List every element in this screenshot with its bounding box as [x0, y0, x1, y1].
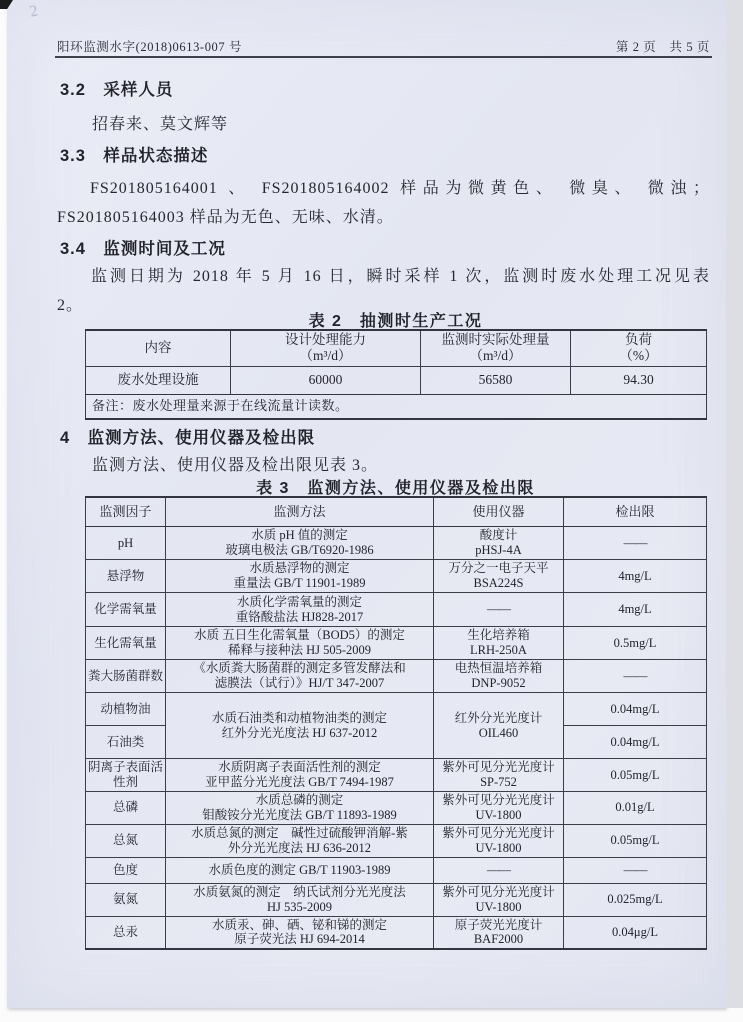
sample-state-line2: FS201805164003 样品为无色、无味、水清。 — [57, 209, 394, 226]
section-4-heading: 4 监测方法、使用仪器及检出限 — [60, 429, 316, 447]
table3-row-total-mercury: 总汞 水质汞、砷、硒、铋和锑的测定 原子荧光法 HJ 694-2014 原子荧光光度计 BAF2000 0.04μg/L — [86, 916, 707, 949]
section-3-3-heading: 3.3 样品状态描述 — [60, 147, 209, 165]
table3-row-chromaticity: 色度 水质色度的测定 GB/T 11903-1989 —— —— — [86, 857, 707, 883]
table3-row-ammonia-nitrogen: 氨氮 水质氨氮的测定 纳氏试剂分光光度法 HJ 535-2009 紫外可见分光光度计 UV-1800 0.025mg/L — [86, 883, 707, 916]
col-limit: 检出限 — [564, 497, 707, 527]
sampling-personnel: 招春来、莫文辉等 — [92, 116, 229, 133]
table2-caption: 表 2 抽测时生产工况 — [308, 313, 483, 330]
load-percent: 94.30 — [571, 366, 707, 394]
col-factor: 监测因子 — [86, 497, 166, 527]
table2-header-actual: 监测时实际处理量 （m³/d） — [421, 330, 571, 366]
table2-header-design: 设计处理能力 （m³/d） — [231, 330, 421, 366]
table2-header-row — [86, 330, 707, 366]
table3-row-fecal-coliform: 粪大肠菌群数 《水质粪大肠菌群的测定多管发酵法和 滤膜法（试行）》HJ/T 347-2007 电热恒温培养箱 DNP-9052 —— — [86, 660, 707, 693]
table3-header-row — [86, 497, 707, 527]
col-method: 监测方法 — [166, 497, 434, 527]
col-instrument: 使用仪器 — [434, 497, 564, 527]
table3-row-animal-vegetable-oil: 动植物油 水质石油类和动植物油类的测定 红外分光光度法 HJ 637-2012 红外分光光度计 OIL460 0.04mg/L — [86, 693, 707, 726]
pencil-page-mark: 2 — [28, 2, 40, 21]
table3-row-petroleum: 石油类 0.04mg/L — [86, 726, 707, 759]
header-rule — [55, 56, 712, 58]
section-3-4-heading: 3.4 监测时间及工况 — [60, 240, 226, 258]
sample-state-line1: FS201805164001 、 FS201805164002 样品为微黄色、 微臭、 微浊； — [90, 180, 710, 197]
table3-row-suspended-solids: 悬浮物 水质悬浮物的测定 重量法 GB/T 11901-1989 万分之一电子天平 BSA224S 4mg/L — [86, 560, 707, 593]
table3-caption: 表 3 监测方法、使用仪器及检出限 — [256, 480, 535, 497]
methods-instruments-table — [85, 496, 707, 950]
table2-note: 备注：废水处理量来源于在线流量计读数。 — [86, 394, 707, 419]
table3-row-ph: pH 水质 pH 值的测定 玻璃电极法 GB/T6920-1986 酸度计 pHSJ-4A —— — [86, 527, 707, 560]
production-condition-table — [85, 329, 707, 420]
table2-header-load: 负荷 （%） — [571, 330, 707, 366]
actual-throughput: 56580 — [421, 366, 571, 394]
section-3-2-heading: 3.2 采样人员 — [60, 81, 174, 99]
design-capacity: 60000 — [231, 366, 421, 394]
document-number: 阳环监测水字(2018)0613-007 号 — [57, 40, 243, 54]
table2-data-row — [86, 366, 707, 394]
table3-row-cod: 化学需氧量 水质化学需氧量的测定 重铬酸盐法 HJ828-2017 —— 4mg/L — [86, 593, 707, 627]
table3-row-total-nitrogen: 总氮 水质总氮的测定 碱性过硫酸钾消解-紫 外分光光度法 HJ 636-2012 紫外可见分光光度计 UV-1800 0.05mg/L — [86, 824, 707, 857]
table2-header-content: 内容 — [86, 330, 231, 366]
scan-edge — [726, 0, 743, 1008]
section-4-body: 监测方法、使用仪器及检出限见表 3。 — [92, 457, 379, 474]
monitoring-time-line1: 监测日期为 2018 年 5 月 16 日，瞬时采样 1 次，监测时废水处理工况见表 — [91, 268, 710, 285]
table3-row-anionic-surfactant: 阴离子表面活性剂 水质阴离子表面活性剂的测定 亚甲蓝分光光度法 GB/T 7494-1987 紫外可见分光光度计 SP-752 0.05mg/L — [86, 759, 707, 792]
facility-name: 废水处理设施 — [86, 366, 231, 394]
table3-row-total-phosphorus: 总磷 水质总磷的测定 钼酸铵分光光度法 GB/T 11893-1989 紫外可见分光光度计 UV-1800 0.01g/L — [86, 792, 707, 825]
table2-note-row — [86, 394, 707, 419]
table3-row-bod: 生化需氧量 水质 五日生化需氧量（BOD5）的测定 稀释与接种法 HJ 505-2009 生化培养箱 LRH-250A 0.5mg/L — [86, 627, 707, 660]
monitoring-time-line2: 2。 — [57, 297, 84, 314]
page-number: 第 2 页 共 5 页 — [615, 40, 710, 54]
